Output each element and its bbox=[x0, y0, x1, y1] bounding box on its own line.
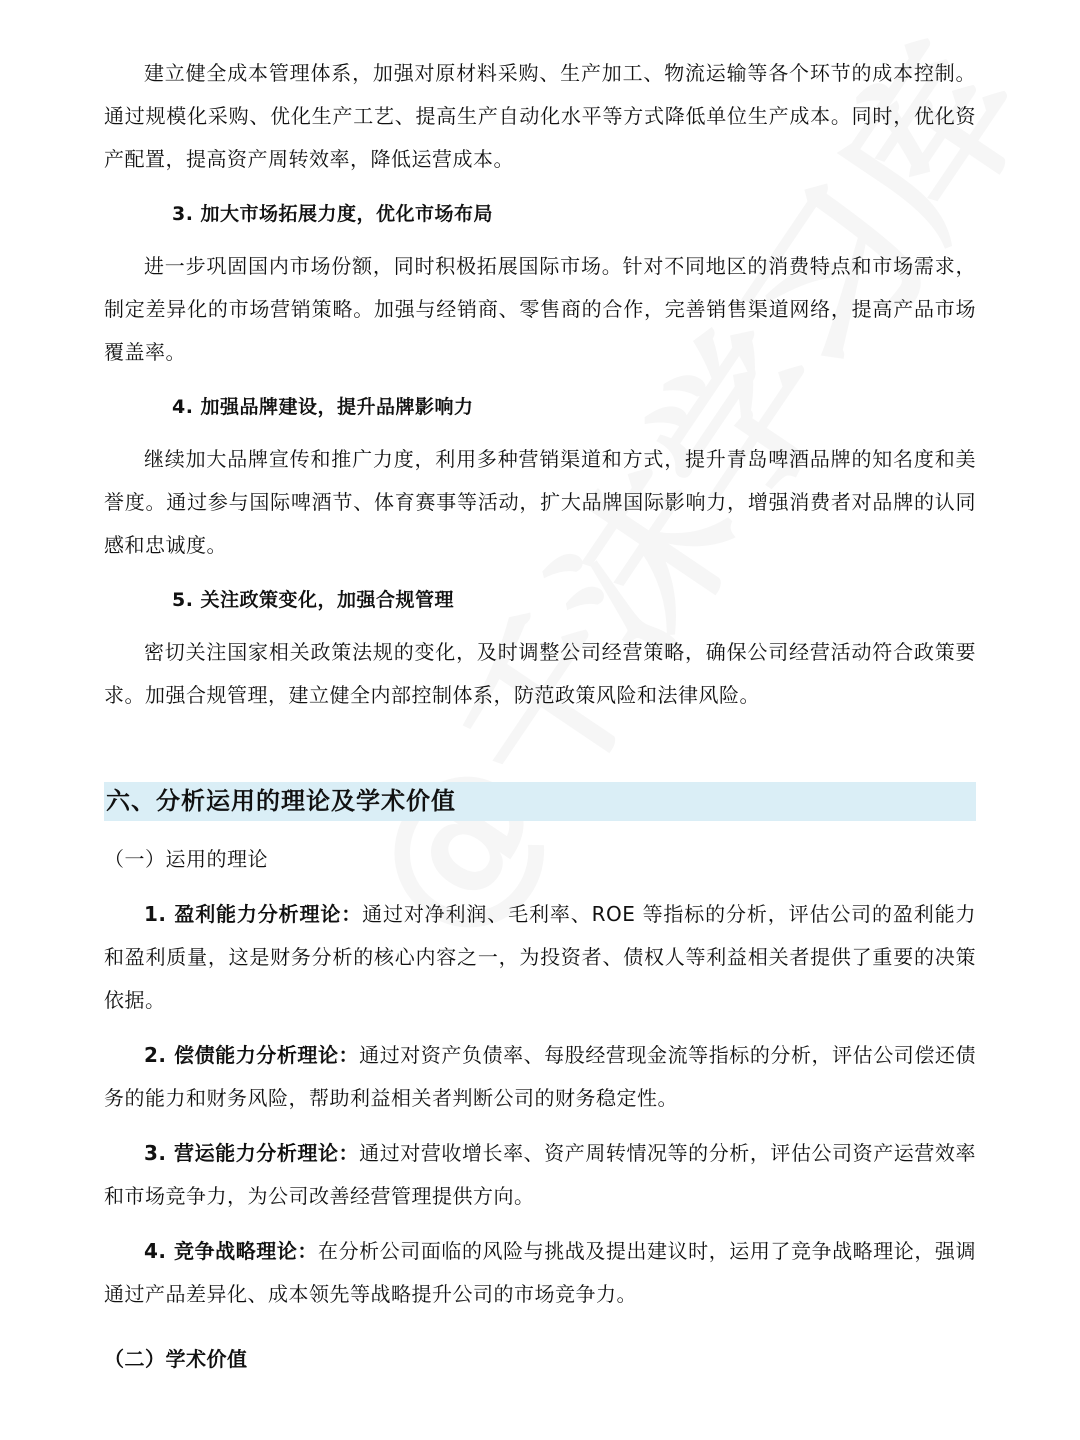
theory-item-competitive-strategy bbox=[104, 1230, 976, 1316]
heading-policy-compliance: 5. 关注政策变化，加强合规管理 bbox=[172, 589, 455, 611]
document-top-content bbox=[104, 52, 976, 729]
theory-term: 4. 竞争战略理论： bbox=[144, 1239, 318, 1263]
section-title-theory: 六、分析运用的理论及学术价值 bbox=[104, 782, 976, 821]
theory-text: 在分析公司面临的风险与挑战及提出建议时，运用了竞争战略理论，强调通过产品差异化、成本领先等战略提升公司的市场竞争力。 bbox=[104, 1239, 976, 1306]
theory-text: 通过对资产负债率、每股经营现金流等指标的分析，评估公司偿还债务的能力和财务风险，帮助利益相关者判断公司的财务稳定性。 bbox=[104, 1043, 976, 1110]
heading-market-expansion: 3. 加大市场拓展力度，优化市场布局 bbox=[172, 203, 494, 225]
theory-item-solvency bbox=[104, 1034, 976, 1120]
theory-term: 1. 盈利能力分析理论： bbox=[144, 902, 363, 926]
heading-brand-building: 4. 加强品牌建设，提升品牌影响力 bbox=[172, 396, 474, 418]
paragraph-market-expansion: 进一步巩固国内市场份额，同时积极拓展国际市场。针对不同地区的消费特点和市场需求，制定差异化的市场营销策略。加强与经销商、零售商的合作，完善销售渠道网络，提高产品市场覆盖率。 bbox=[104, 254, 976, 364]
paragraph-cost-control: 建立健全成本管理体系，加强对原材料采购、生产加工、物流运输等各个环节的成本控制。通过规模化采购、优化生产工艺、提高生产自动化水平等方式降低单位生产成本。同时，优化资产配置，提高资产周转效率，降低运营成本。 bbox=[104, 61, 976, 171]
subsection-applied-theory: （一）运用的理论 bbox=[104, 847, 268, 871]
theory-term: 3. 营运能力分析理论： bbox=[144, 1141, 360, 1165]
theory-term: 2. 偿债能力分析理论： bbox=[144, 1043, 360, 1067]
paragraph-policy-compliance: 密切关注国家相关政策法规的变化，及时调整公司经营策略，确保公司经营活动符合政策要求。加强合规管理，建立健全内部控制体系，防范政策风险和法律风险。 bbox=[104, 640, 976, 707]
subsection-academic-value: （二）学术价值 bbox=[104, 1347, 248, 1371]
theory-item-operation bbox=[104, 1132, 976, 1218]
document-section-six bbox=[104, 838, 976, 1393]
theory-text: 通过对净利润、毛利率、ROE 等指标的分析，评估公司的盈利能力和盈利质量，这是财务分析的核心内容之一，为投资者、债权人等利益相关者提供了重要的决策依据。 bbox=[104, 902, 976, 1012]
theory-text: 通过对营收增长率、资产周转情况等的分析，评估公司资产运营效率和市场竞争力，为公司改善经营管理提供方向。 bbox=[104, 1141, 976, 1208]
paragraph-brand-building: 继续加大品牌宣传和推广力度，利用多种营销渠道和方式，提升青岛啤酒品牌的知名度和美誉度。通过参与国际啤酒节、体育赛事等活动，扩大品牌国际影响力，增强消费者对品牌的认同感和忠诚度。 bbox=[104, 447, 976, 557]
theory-item-profitability bbox=[104, 893, 976, 1022]
